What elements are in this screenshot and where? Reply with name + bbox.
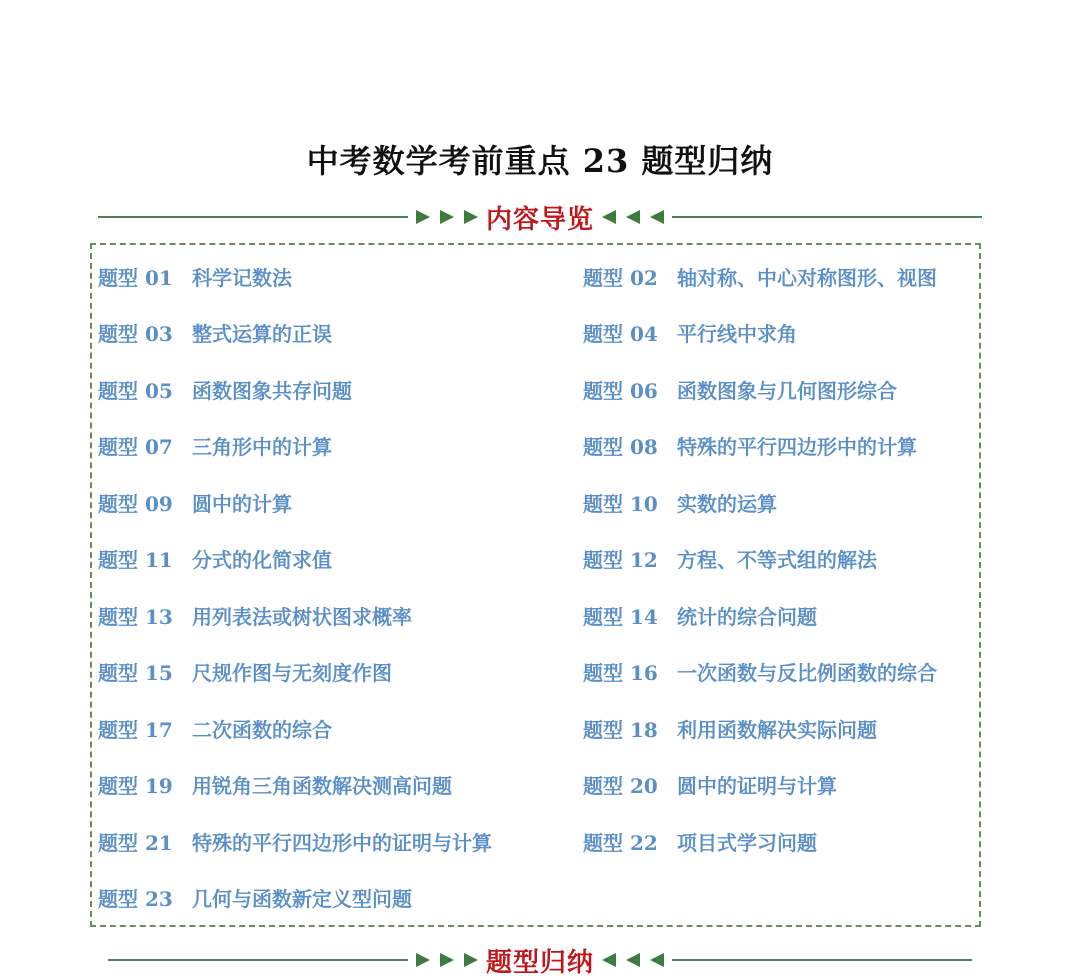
- toc-item[interactable]: [583, 542, 877, 574]
- toc-item-number: 题型 15: [98, 660, 173, 685]
- section-header-label: 题型归纳: [486, 947, 595, 978]
- toc-item-number: 题型 05: [98, 378, 173, 403]
- toc-item-number: 题型 07: [98, 434, 173, 459]
- triangle-left-icon: [602, 953, 616, 967]
- toc-item-text: 科学记数法: [192, 265, 292, 290]
- section-header: [108, 940, 972, 980]
- toc-item[interactable]: [583, 429, 917, 461]
- toc-item-text: 特殊的平行四边形中的证明与计算: [192, 830, 492, 855]
- toc-item-number: 题型 16: [583, 660, 658, 685]
- toc-item-text: 圆中的证明与计算: [677, 773, 837, 798]
- triangle-right-icon: [440, 953, 454, 967]
- triangle-left-icon: [602, 210, 616, 224]
- toc-item-text: 用锐角三角函数解决测高问题: [192, 773, 452, 798]
- toc-item-number: 题型 10: [583, 491, 658, 516]
- toc-item[interactable]: [583, 373, 897, 405]
- toc-item-number: 题型 23: [98, 886, 173, 911]
- toc-item[interactable]: [98, 881, 412, 913]
- toc-item-number: 题型 14: [583, 604, 658, 629]
- toc-item-number: 题型 06: [583, 378, 658, 403]
- toc-item-number: 题型 11: [98, 547, 173, 572]
- toc-item[interactable]: [98, 768, 452, 800]
- header-rule-left: [98, 216, 408, 218]
- toc-item-text: 函数图象与几何图形综合: [677, 378, 897, 403]
- toc-item-number: 题型 03: [98, 321, 173, 346]
- toc-item-text: 轴对称、中心对称图形、视图: [677, 265, 937, 290]
- toc-item-text: 特殊的平行四边形中的计算: [677, 434, 917, 459]
- header-rule-right: [672, 959, 972, 961]
- toc-header: [98, 197, 982, 237]
- toc-item-number: 题型 04: [583, 321, 658, 346]
- toc-item-text: 利用函数解决实际问题: [677, 717, 877, 742]
- toc-item[interactable]: [583, 260, 937, 292]
- toc-item-number: 题型 09: [98, 491, 173, 516]
- header-rule-left: [108, 959, 408, 961]
- triangle-right-icon: [464, 210, 478, 224]
- toc-item-number: 题型 02: [583, 265, 658, 290]
- toc-item-text: 项目式学习问题: [677, 830, 817, 855]
- toc-item-number: 题型 17: [98, 717, 173, 742]
- toc-item[interactable]: [583, 768, 837, 800]
- toc-item[interactable]: [583, 825, 817, 857]
- toc-item[interactable]: [583, 655, 937, 687]
- ornament-arrows-right: [602, 953, 664, 967]
- toc-item-text: 几何与函数新定义型问题: [192, 886, 412, 911]
- toc-item-number: 题型 01: [98, 265, 173, 290]
- toc-item[interactable]: [98, 260, 292, 292]
- toc-item-number: 题型 21: [98, 830, 173, 855]
- triangle-right-icon: [440, 210, 454, 224]
- toc-item-text: 圆中的计算: [192, 491, 292, 516]
- toc-item-number: 题型 13: [98, 604, 173, 629]
- toc-item[interactable]: [583, 486, 777, 518]
- toc-item-text: 分式的化简求值: [192, 547, 332, 572]
- triangle-left-icon: [626, 953, 640, 967]
- triangle-right-icon: [416, 953, 430, 967]
- toc-item-text: 尺规作图与无刻度作图: [192, 660, 392, 685]
- toc-item-text: 实数的运算: [677, 491, 777, 516]
- toc-item-text: 一次函数与反比例函数的综合: [677, 660, 937, 685]
- toc-item[interactable]: [583, 599, 817, 631]
- toc-item[interactable]: [98, 599, 412, 631]
- ornament-arrows-left: [416, 953, 478, 967]
- toc-header-label: 内容导览: [486, 204, 595, 235]
- triangle-left-icon: [650, 210, 664, 224]
- toc-item-number: 题型 08: [583, 434, 658, 459]
- toc-item[interactable]: [98, 712, 332, 744]
- toc-item[interactable]: [98, 429, 332, 461]
- toc-item-number: 题型 12: [583, 547, 658, 572]
- toc-item[interactable]: [98, 486, 292, 518]
- toc-item[interactable]: [98, 542, 332, 574]
- toc-item-number: 题型 20: [583, 773, 658, 798]
- toc-item-number: 题型 19: [98, 773, 173, 798]
- ornament-arrows-left: [416, 210, 478, 224]
- toc-item[interactable]: [583, 316, 797, 348]
- triangle-left-icon: [650, 953, 664, 967]
- toc-item-text: 三角形中的计算: [192, 434, 332, 459]
- triangle-right-icon: [416, 210, 430, 224]
- toc-item-text: 二次函数的综合: [192, 717, 332, 742]
- toc-item[interactable]: [98, 373, 352, 405]
- ornament-arrows-right: [602, 210, 664, 224]
- triangle-right-icon: [464, 953, 478, 967]
- toc-item-number: 题型 18: [583, 717, 658, 742]
- toc-item-text: 平行线中求角: [677, 321, 797, 346]
- document-title: 中考数学考前重点 23 题型归纳: [306, 142, 774, 180]
- toc-item-text: 方程、不等式组的解法: [677, 547, 877, 572]
- toc-item-number: 题型 22: [583, 830, 658, 855]
- toc-item[interactable]: [98, 316, 332, 348]
- toc-item-text: 函数图象共存问题: [192, 378, 352, 403]
- triangle-left-icon: [626, 210, 640, 224]
- header-rule-right: [672, 216, 982, 218]
- toc-item[interactable]: [583, 712, 877, 744]
- toc-item[interactable]: [98, 655, 392, 687]
- toc-item-text: 统计的综合问题: [677, 604, 817, 629]
- toc-item-text: 用列表法或树状图求概率: [192, 604, 412, 629]
- toc-item[interactable]: [98, 825, 492, 857]
- toc-item-text: 整式运算的正误: [192, 321, 332, 346]
